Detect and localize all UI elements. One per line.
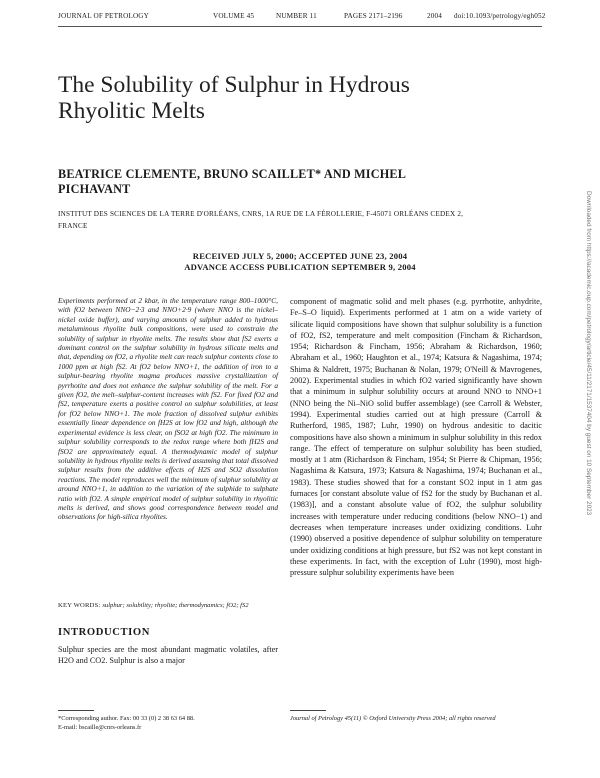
article-title: The Solubility of Sulphur in Hydrous Rhyolitic Melts <box>58 72 410 124</box>
footnote-rule <box>58 710 94 711</box>
download-note[interactable]: Downloaded from https://academic.oup.com/petrology/article/45/11/2171/1537404 by guest on 10 September 2023 <box>585 191 592 516</box>
page-range: PAGES 2171–2196 <box>344 12 403 20</box>
doi: doi:10.1093/petrology/egh052 <box>454 12 546 20</box>
corresponding-author: *Corresponding author. Fax: 00 33 (0) 2 38 63 64 88. <box>58 715 195 722</box>
abstract <box>58 296 278 522</box>
publication-history <box>58 251 542 273</box>
introduction-heading: INTRODUCTION <box>58 627 150 638</box>
author-email[interactable]: E-mail: bscaille@cnrs-orleans.fr <box>58 724 142 732</box>
keywords <box>58 601 278 610</box>
advance-access: ADVANCE ACCESS PUBLICATION SEPTEMBER 9, 2004 <box>184 262 416 272</box>
copyright-rule <box>290 710 326 711</box>
year: 2004 <box>427 12 442 20</box>
journal-name: JOURNAL OF PETROLOGY <box>58 12 149 20</box>
keywords-terms: sulphur; solubility; rhyolite; thermodynamics; fO2; fS2 <box>102 602 249 609</box>
introduction-col2 <box>290 296 542 578</box>
running-head <box>58 10 548 24</box>
introduction-col2-text: component of magmatic solid and melt phases (e.g. pyrrhotite, anhydrite, Fe–S–O liquid). Experiments performed at 1 atm on a wide variety of silicate liquid compositions have shown that sulphur solubility is a function of fO2, fS2, temperature and melt composition (Fincham & Richardson, 1954; Richardson & Fincham, 1956; Abraham & Richardson, 1960; Abraham et al., 1960; Haughton et al., 1974; Katsura & Nagashima, 1974; Shima & Naldrett, 1975; Buchanan & Nolan, 1979; O'Neill & Mavrogenes, 2002). Experimental studies in which fO2 varied significantly have shown that a minimum in sulphur solubility occurs at around NNO to NNO+1 (NNO being the Ni–NiO solid buffer assemblage) (see Carroll & Webster, 1994). Experimental studies carried out at high pressure (Carroll & Rutherford, 1985, 1987; Luhr, 1990) on hydrous andesitic to dacitic compositions have also shown a minimum in sulphur solubility in this redox range. The effect of temperature on sulphur solubility has been studied, mostly at 1 atm (Richardson & Fincham, 1954; St Pierre & Chipman, 1956; Nagashima & Katsura, 1973; Katsura & Nagashima, 1974; Buchanan et al., 1983). These studies showed that for a constant SO2 input in 1 atm gas furnaces [or constant absolute value of fS2 for the study by Buchanan et al. (1983)], and a constant absolute value of fO2, the sulphur solubility increases with temperature under reducing conditions (below NNO−1) and decreases when temperature increases under oxidizing conditions. Luhr (1990) observed a positive dependence of sulphur solubility on temperature under oxidizing conditions at high pressure, but fS2 was not kept constant in these experiments. In fact, with the exception of Luhr (1990), most high-pressure sulphur solubility experiments have been <box>290 297 542 578</box>
introduction-col1 <box>58 644 278 667</box>
footnote <box>58 714 278 733</box>
introduction-col1-text: Sulphur species are the most abundant magmatic volatiles, after H2O and CO2. Sulphur is also a major <box>58 645 278 666</box>
download-watermark <box>582 8 596 774</box>
authors: BEATRICE CLEMENTE, BRUNO SCAILLET* AND MICHEL PICHAVANT <box>58 167 406 196</box>
copyright-notice: Journal of Petrology 45(11) © Oxford University Press 2004; all rights reserved <box>290 715 496 722</box>
header-rule <box>58 26 542 27</box>
volume: VOLUME 45 <box>213 12 255 20</box>
abstract-text: Experiments performed at 2 kbar, in the temperature range 800–1000°C, with fO2 between NNO−2·3 and NNO+2·9 (where NNO is the nickel–nickel oxide buffer), and varying amounts of sulphur added to hydrous metaluminous rhyolite bulk compositions, were used to constrain the solubility of sulphur in rhyolite melts. The results show that fS2 exerts a dominant control on the sulphur solubility in hydrous silicate melts and that, depending on fO2, a rhyolite melt can reach sulphur contents close to 1000 ppm at high fS2. At fO2 below NNO+1, the addition of iron to a sulphur-bearing rhyolite magma produces massive crystallization of pyrrhotite and does not enhance the sulphur solubility of the melt. For a given fO2, the melt–sulphur-content increases with fS2. For fixed fO2 and fS2, temperature exerts a positive control on sulphur solubilities, at least for fO2 below NNO+1. The mole fraction of dissolved sulphur exhibits essentially linear dependence on fH2S at low fO2 and high, although the experimental evidence is less clear, on fSO2 at high fO2. The minimum in sulphur solubility corresponds to the redox range where both fH2S and fSO2 are approximately equal. A thermodynamic model of sulphur solubility in hydrous rhyolite melts is derived assuming that total dissolved sulphur results from the additive effects of H2S and SO2 dissolution reactions. The model reproduces well the minimum of sulphur solubility at around NNO+1, in addition to the variation of the sulphide to sulphate ratio with fO2. A simple empirical model of sulphur solubility in rhyolitic melts is derived, and shows good correspondence between model and observations for high-silica rhyolites. <box>58 296 278 522</box>
issue-number: NUMBER 11 <box>276 12 317 20</box>
received-accepted: RECEIVED JULY 5, 2000; ACCEPTED JUNE 23, 2004 <box>192 251 408 261</box>
affiliation: INSTITUT DES SCIENCES DE LA TERRE D'ORLÉANS, CNRS, 1A RUE DE LA FÉROLLERIE, F-45071 ORLÉANS CEDEX 2, FRANCE <box>58 210 464 230</box>
keywords-label: KEY WORDS: <box>58 602 101 609</box>
